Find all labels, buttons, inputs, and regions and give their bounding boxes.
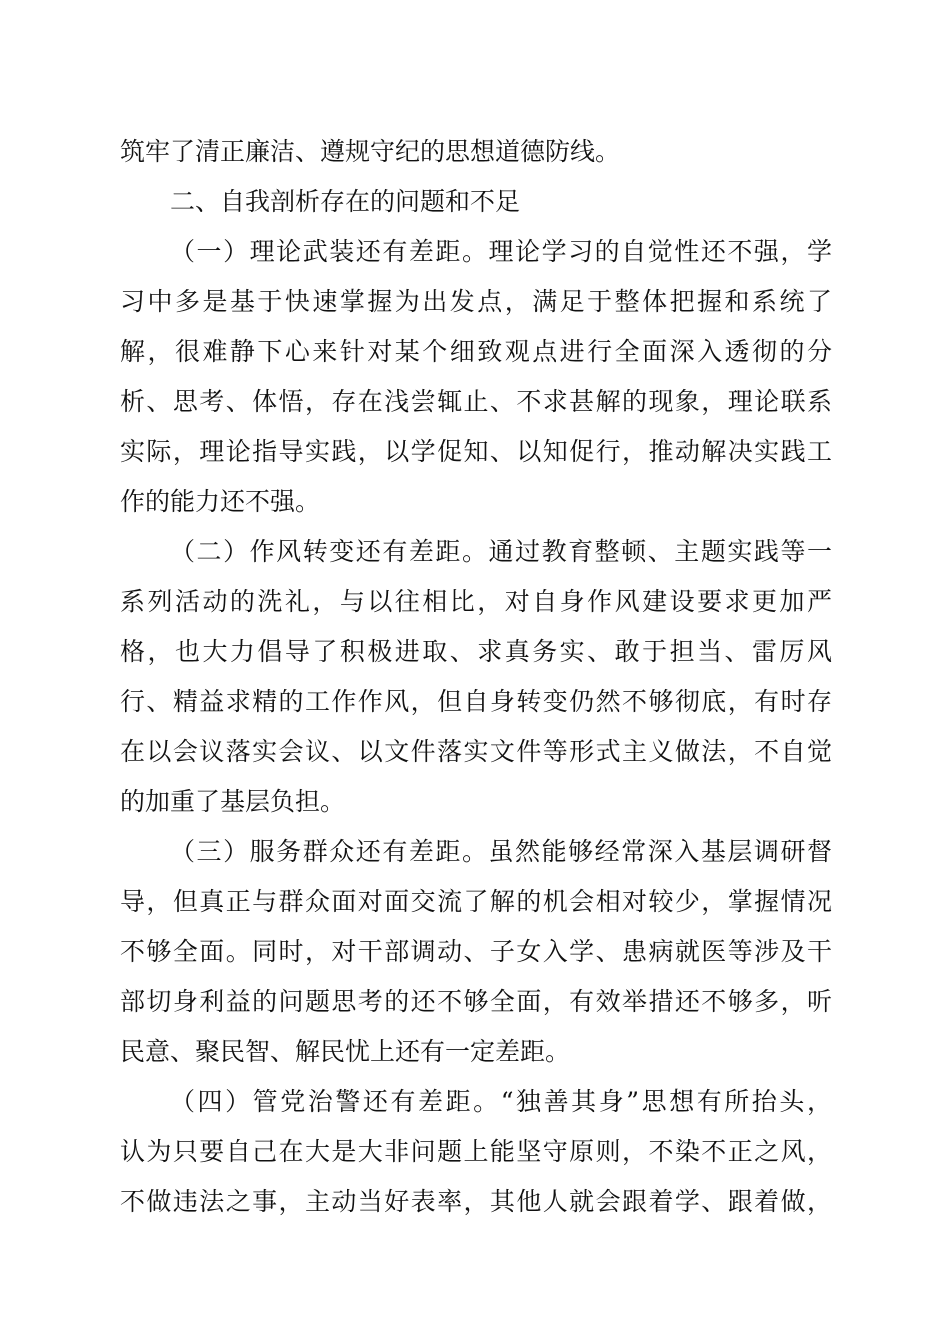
text-line: 习中多是基于快速掌握为出发点，满足于整体把握和系统了: [120, 287, 832, 316]
text-line: （二）作风转变还有差距。通过教育整顿、主题实践等一: [170, 537, 832, 566]
text-line: 系列活动的洗礼，与以往相比，对自身作风建设要求更加严: [120, 587, 832, 616]
text-line: 的加重了基层负担。: [120, 787, 346, 816]
text-line: 认为只要自己在大是大非问题上能坚守原则，不染不正之风，: [120, 1137, 832, 1166]
text-line: 不做违法之事，主动当好表率，其他人就会跟着学、跟着做，: [120, 1187, 832, 1216]
section-heading: 二、自我剖析存在的问题和不足: [170, 187, 521, 216]
text-line: 导，但真正与群众面对面交流了解的机会相对较少，掌握情况: [120, 887, 832, 916]
text-line: 在以会议落实会议、以文件落实文件等形式主义做法，不自觉: [120, 737, 832, 766]
text-line: （四）管党治警还有差距。“独善其身”思想有所抬头，: [170, 1087, 832, 1116]
text-line: 解，很难静下心来针对某个细致观点进行全面深入透彻的分: [120, 337, 832, 366]
text-line: 不够全面。同时，对干部调动、子女入学、患病就医等涉及干: [120, 937, 832, 966]
text-line: 格，也大力倡导了积极进取、求真务实、敢于担当、雷厉风: [120, 637, 832, 666]
text-line: 民意、聚民智、解民忧上还有一定差距。: [120, 1037, 571, 1066]
text-line: 部切身利益的问题思考的还不够全面，有效举措还不够多，听: [120, 987, 832, 1016]
text-line: 实际，理论指导实践，以学促知、以知促行，推动解决实践工: [120, 437, 832, 466]
text-line: 行、精益求精的工作作风，但自身转变仍然不够彻底，有时存: [120, 687, 832, 716]
text-line: 作的能力还不强。: [120, 487, 321, 516]
text-line: 筑牢了清正廉洁、遵规守纪的思想道德防线。: [120, 137, 621, 166]
text-line: （三）服务群众还有差距。虽然能够经常深入基层调研督: [170, 837, 832, 866]
text-line: 析、思考、体悟，存在浅尝辄止、不求甚解的现象，理论联系: [120, 387, 832, 416]
text-line: （一）理论武装还有差距。理论学习的自觉性还不强，学: [170, 237, 832, 266]
